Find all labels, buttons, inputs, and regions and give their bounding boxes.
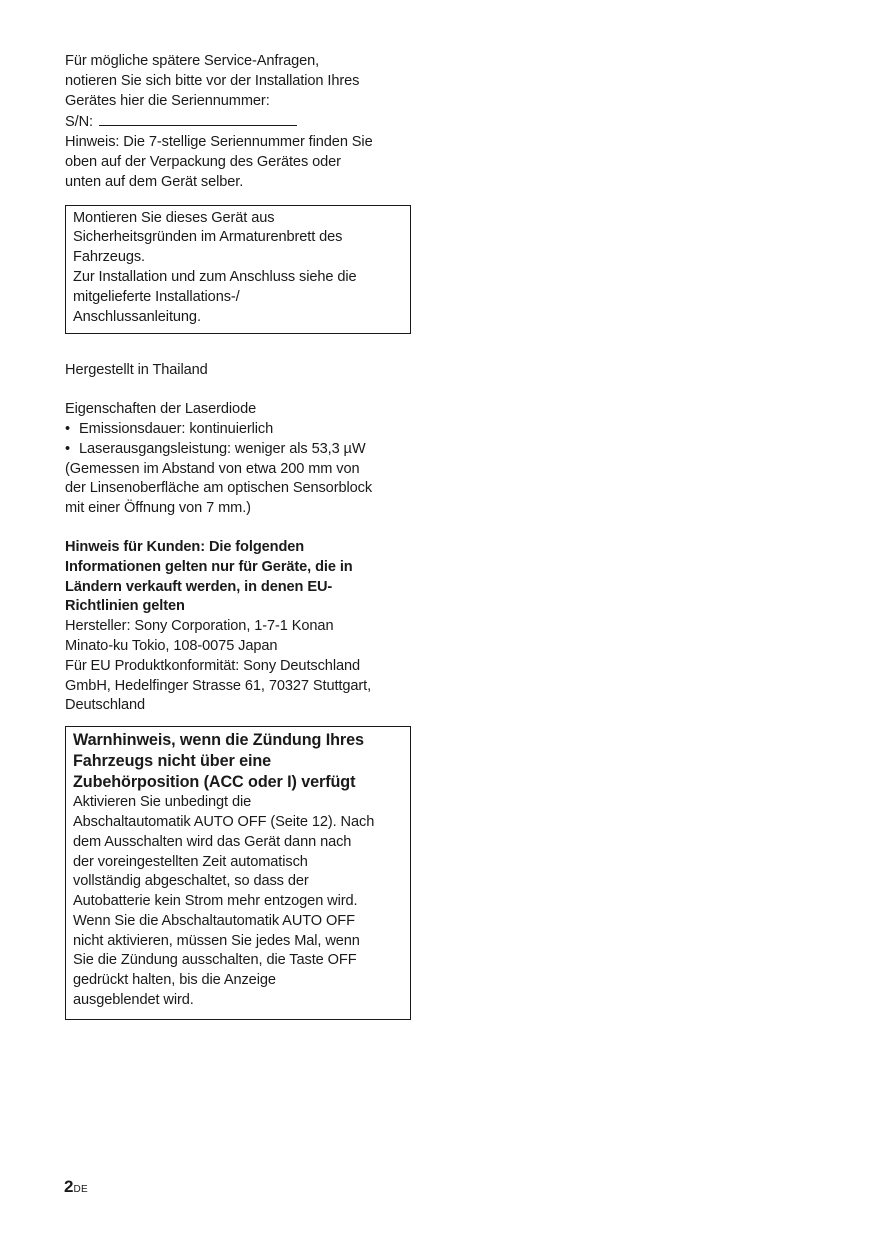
serial-number-row bbox=[65, 111, 411, 133]
laser-properties bbox=[65, 400, 411, 519]
text-line: nicht aktivieren, müssen Sie jedes Mal, wenn bbox=[73, 932, 360, 949]
warning-heading-line: Zubehörposition (ACC oder I) verfügt bbox=[73, 773, 356, 792]
text-line: GmbH, Hedelfinger Strasse 61, 70327 Stuttgart, bbox=[65, 677, 372, 694]
text-line: Hersteller: Sony Corporation, 1-7-1 Konan bbox=[65, 618, 334, 635]
text-line: mit einer Öffnung von 7 mm.) bbox=[65, 500, 251, 517]
serial-number-label: S/N: bbox=[65, 114, 93, 131]
text-line: ausgeblendet wird. bbox=[73, 992, 194, 1009]
text-line: Zur Installation und zum Anschluss siehe die bbox=[73, 268, 357, 285]
text-line: notieren Sie sich bitte vor der Installation Ihres bbox=[65, 72, 360, 89]
serial-intro bbox=[65, 52, 411, 193]
text-line: Sie die Zündung ausschalten, die Taste OFF bbox=[73, 952, 357, 969]
customer-notice bbox=[65, 538, 411, 716]
text-line: Aktivieren Sie unbedingt die bbox=[73, 794, 252, 811]
laser-title: Eigenschaften der Laserdiode bbox=[65, 401, 257, 418]
page-number-digit: 2 bbox=[64, 1177, 74, 1196]
notice-heading-line: Ländern verkauft werden, in denen EU- bbox=[65, 578, 333, 595]
ignition-warning-box bbox=[65, 726, 411, 1020]
text-line: unten auf dem Gerät selber. bbox=[65, 173, 244, 190]
text-line: (Gemessen im Abstand von etwa 200 mm von bbox=[65, 460, 360, 477]
text-line: der Linsenoberfläche am optischen Sensorblock bbox=[65, 480, 373, 497]
text-line: Anschlussanleitung. bbox=[73, 308, 201, 325]
warning-heading-line: Fahrzeugs nicht über eine bbox=[73, 752, 272, 771]
text-line: Für mögliche spätere Service-Anfragen, bbox=[65, 53, 320, 69]
text-line: Deutschland bbox=[65, 697, 146, 714]
list-item: • Emissionsdauer: kontinuierlich bbox=[65, 420, 411, 440]
text-line: dem Ausschalten wird das Gerät dann nach bbox=[73, 833, 352, 850]
notice-heading-line: Informationen gelten nur für Geräte, die in bbox=[65, 558, 353, 575]
list-item: • Laserausgangsleistung: weniger als 53,3 µW bbox=[65, 440, 411, 460]
text-line: mitgelieferte Installations-/ bbox=[73, 288, 240, 305]
made-in-text: Hergestellt in Thailand bbox=[65, 362, 208, 379]
text-line: Montieren Sie dieses Gerät aus bbox=[73, 209, 275, 226]
text-line: Sicherheitsgründen im Armaturenbrett des bbox=[73, 229, 343, 246]
bullet-icon: • bbox=[65, 440, 71, 457]
text-line: Fahrzeugs. bbox=[73, 249, 146, 266]
text-line: Für EU Produktkonformität: Sony Deutschland bbox=[65, 657, 361, 674]
text-line: oben auf der Verpackung des Gerätes oder bbox=[65, 153, 341, 170]
text-line: Minato-ku Tokio, 108-0075 Japan bbox=[65, 637, 278, 654]
page-number bbox=[64, 1177, 88, 1200]
page-content bbox=[65, 52, 411, 1020]
text-line: Wenn Sie die Abschaltautomatik AUTO OFF bbox=[73, 912, 355, 929]
text-line: Abschaltautomatik AUTO OFF (Seite 12). Nach bbox=[73, 813, 375, 830]
text-line: Hinweis: Die 7-stellige Seriennummer finden Sie bbox=[65, 134, 373, 151]
text-line: Autobatterie kein Strom mehr entzogen wird. bbox=[73, 893, 358, 910]
bullet-icon: • bbox=[65, 420, 71, 437]
installation-notice-box bbox=[65, 205, 411, 335]
text-line: gedrückt halten, bis die Anzeige bbox=[73, 972, 276, 989]
text-line: Gerätes hier die Seriennummer: bbox=[65, 92, 270, 109]
serial-number-blank-line bbox=[99, 111, 297, 126]
page-language-suffix: DE bbox=[73, 1184, 88, 1195]
text-line: der voreingestellten Zeit automatisch bbox=[73, 853, 308, 870]
notice-heading-line: Richtlinien gelten bbox=[65, 598, 185, 615]
notice-heading-line: Hinweis für Kunden: Die folgenden bbox=[65, 538, 305, 555]
text-line: vollständig abgeschaltet, so dass der bbox=[73, 873, 309, 890]
warning-heading-line: Warnhinweis, wenn die Zündung Ihres bbox=[73, 731, 364, 750]
